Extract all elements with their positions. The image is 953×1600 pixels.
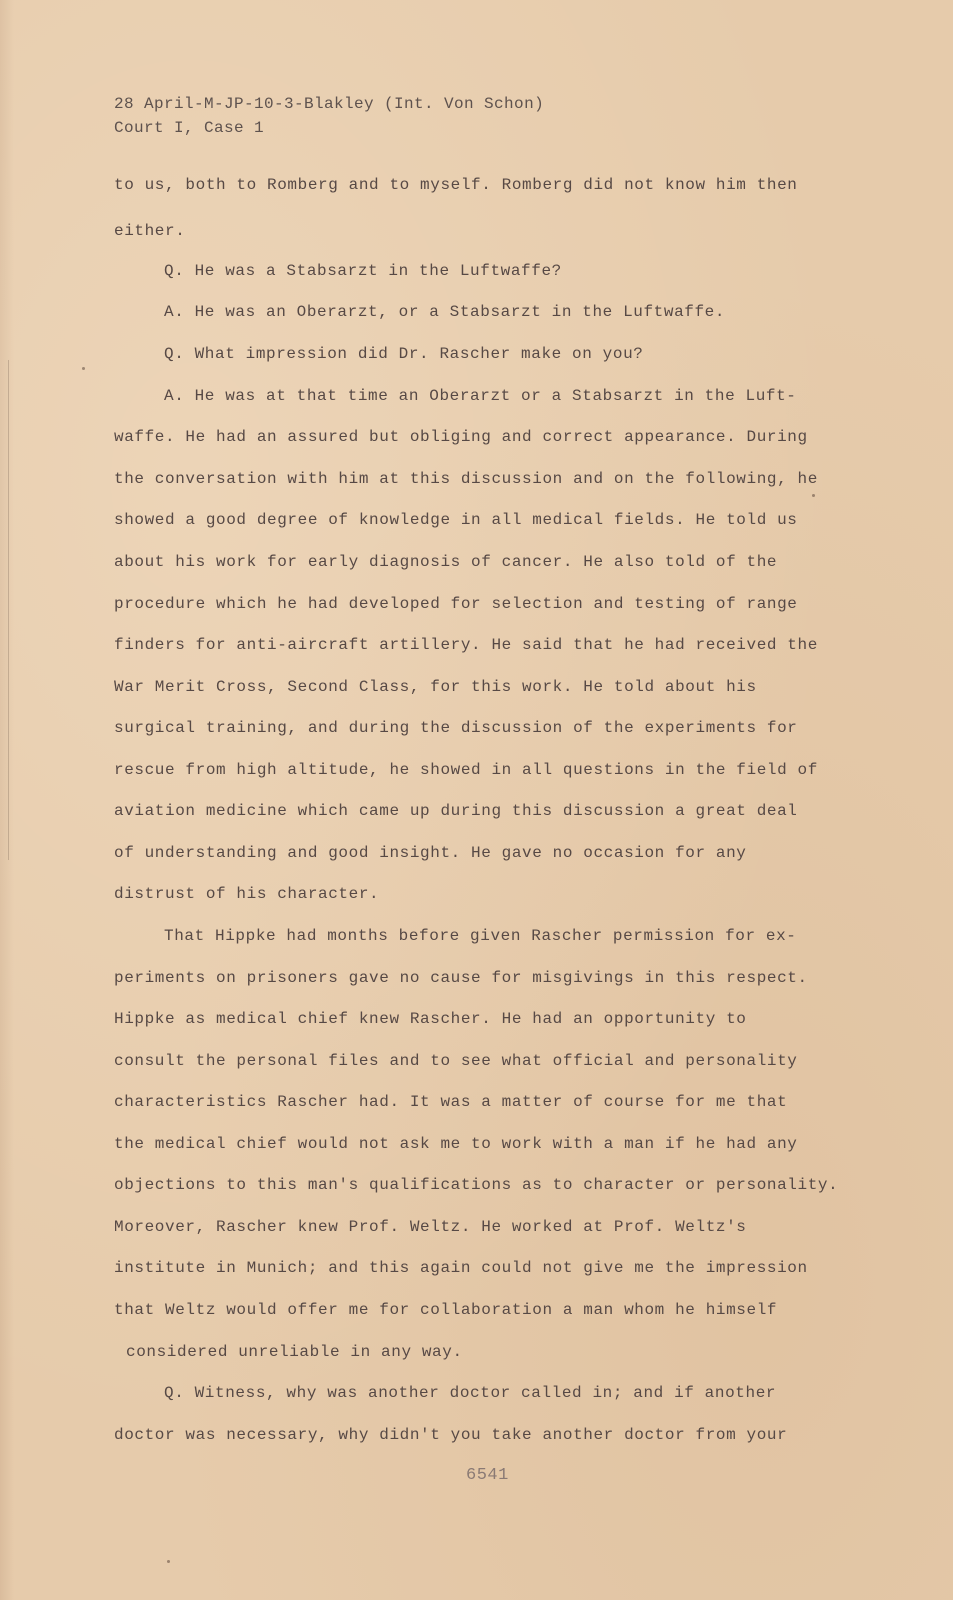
transcript-line: aviation medicine which came up during this discussion a great deal [114,802,798,820]
transcript-line: Q. What impression did Dr. Rascher make on you? [164,345,644,363]
transcript-line: finders for anti-aircraft artillery. He said that he had received the [114,636,818,654]
transcript-line: That Hippke had months before given Rascher permission for ex- [164,927,797,945]
transcript-line: surgical training, and during the discussion of the experiments for [114,719,798,737]
header-session-line: 28 April-M-JP-10-3-Blakley (Int. Von Schon) [114,95,545,113]
transcript-line: A. He was an Oberarzt, or a Stabsarzt in the Luftwaffe. [164,303,726,321]
transcript-line: Hippke as medical chief knew Rascher. He had an opportunity to [114,1010,747,1028]
paper-speck [82,367,85,370]
transcript-line: about his work for early diagnosis of cancer. He also told of the [114,553,778,571]
transcript-line: distrust of his character. [114,885,380,903]
transcript-line: procedure which he had developed for selection and testing of range [114,595,798,613]
transcript-line: Moreover, Rascher knew Prof. Weltz. He worked at Prof. Weltz's [114,1218,747,1236]
transcript-line: of understanding and good insight. He gave no occasion for any [114,844,747,862]
transcript-line: objections to this man's qualifications as to character or personality. [114,1176,839,1194]
paper-speck [167,1560,170,1563]
transcript-line: War Merit Cross, Second Class, for this work. He told about his [114,678,757,696]
transcript-line: that Weltz would offer me for collaboration a man whom he himself [114,1301,778,1319]
transcript-line: showed a good degree of knowledge in all medical fields. He told us [114,511,798,529]
transcript-line: periments on prisoners gave no cause for misgivings in this respect. [114,969,808,987]
transcript-line: consult the personal files and to see what official and personality [114,1052,798,1070]
transcript-line: characteristics Rascher had. It was a matter of course for me that [114,1093,788,1111]
page-number: 6541 [466,1466,509,1485]
transcript-line: the medical chief would not ask me to work with a man if he had any [114,1135,798,1153]
transcript-line: the conversation with him at this discussion and on the following, he [114,470,818,488]
transcript-line: Q. Witness, why was another doctor called in; and if another [164,1384,777,1402]
transcript-line: A. He was at that time an Oberarzt or a Stabsarzt in the Luft- [164,387,797,405]
paper-edge-crease [8,360,11,860]
transcript-line: waffe. He had an assured but obliging and correct appearance. During [114,428,808,446]
transcript-line: either. [114,222,186,240]
transcript-line: considered unreliable in any way. [126,1343,463,1361]
header-court-line: Court I, Case 1 [114,119,265,137]
paper-speck [812,494,815,497]
transcript-line: Q. He was a Stabsarzt in the Luftwaffe? [164,262,562,280]
transcript-line: to us, both to Romberg and to myself. Romberg did not know him then [114,176,798,194]
transcript-line: rescue from high altitude, he showed in all questions in the field of [114,761,818,779]
transcript-header [114,92,544,140]
transcript-line: institute in Munich; and this again could not give me the impression [114,1259,808,1277]
transcript-line: doctor was necessary, why didn't you take another doctor from your [114,1426,788,1444]
